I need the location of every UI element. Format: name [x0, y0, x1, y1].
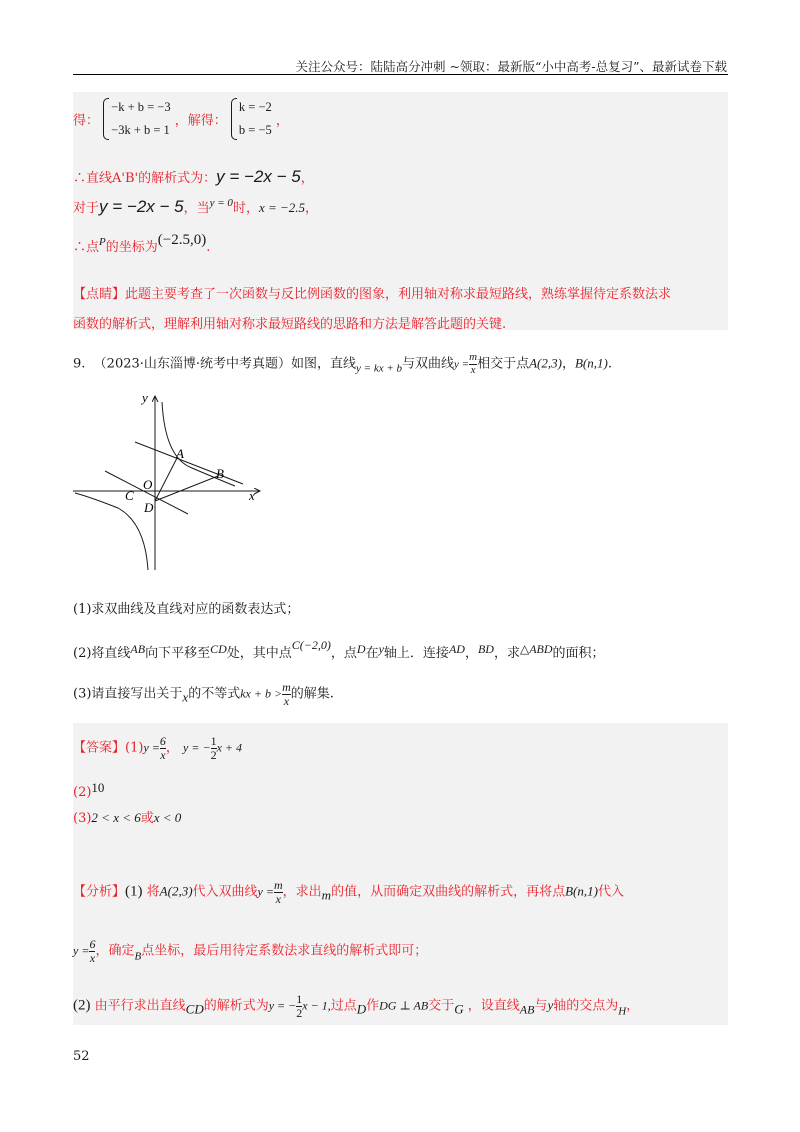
answer-analysis-box — [73, 723, 728, 1025]
label-y: y — [142, 390, 148, 405]
hyperbola-branch-first-quadrant — [162, 402, 235, 486]
problem-figure — [70, 388, 270, 573]
answer-label: 【答案】 — [73, 740, 126, 756]
system-solution-line: 得： −k + b = −3 −3k + b = 1 ，解得： k = −2 b = −5 ， — [73, 96, 289, 142]
label-point-b: B — [216, 466, 224, 481]
p-coordinate-derivation: 对于y = −2x − 5，当$^{y = 0}$时，x = −2.5， — [73, 197, 319, 216]
question-number: 9. — [73, 356, 86, 372]
answer-line-2: (2)10 — [73, 780, 105, 800]
analysis-line-1: 【分析】(1) 将A(2,3)代入双曲线y = $\frac{m}{x}$ ，求出m的值，从而确定双曲线的解析式，再将点B(n,1)代入 — [73, 878, 624, 906]
label-point-c: C — [125, 488, 134, 503]
sub-question-2: (2)将直线AB向下平移至CD处，其中点C(−2,0)，点D在y轴上．连接AD，BD，求△ABD的面积； — [73, 638, 605, 661]
page-header: 关注公众号：陆陆高分冲刺 ~领取：最新版“小中高考-总复习”、最新试卷下载 — [295, 59, 727, 74]
analysis-line-2: y = $\frac{6}{x}$ ，确定$_B$点坐标，最后用待定系数法求直线的解析式即可； — [73, 937, 428, 965]
dianjing-line-2: 函数的解析式，理解利用轴对称求最短路线的思路和方法是解答此题的关键. — [73, 317, 507, 332]
sub-question-1: (1)求双曲线及直线对应的函数表达式； — [73, 602, 300, 617]
page-number: 52 — [73, 1049, 90, 1064]
equation-system-2: k = −2 b = −5 — [231, 96, 272, 142]
p-coordinate-result: ∴点$^P$的坐标为(−2.5,0). — [73, 232, 211, 255]
segment-bd — [155, 476, 218, 501]
equation-system-1: −k + b = −3 −3k + b = 1 — [103, 96, 170, 142]
analysis-line-3: (2) 由平行求出直线CD的解析式为y = − $\frac{1}{2}$ x − 1,过点D作DG ⊥ AB交于G ，设直线AB与y轴的交点为$_H$， — [73, 992, 640, 1020]
line-ab-prime-expression: ∴直线A'B'的解析式为：y = −2x − 5， — [73, 167, 314, 186]
analysis-label: 【分析】 — [73, 884, 126, 900]
sub-question-3: (3)请直接写出关于x的不等式kx + b > $\frac{m}{x}$ 的解集. — [73, 680, 334, 708]
segment-ad — [155, 458, 177, 501]
label-point-a: A — [176, 446, 184, 461]
label-point-d: D — [144, 500, 154, 515]
header-rule — [73, 74, 728, 75]
label-x: x — [249, 488, 255, 503]
answer-line-1: 【答案】(1)y = $\frac{6}{x}$ ， y = − $\frac{1}{2}$ x + 4 — [73, 734, 242, 762]
dianjing-label: 【点睛】 — [73, 287, 126, 302]
hyperbola-branch-third-quadrant — [75, 493, 148, 570]
label-origin: O — [143, 477, 153, 492]
question-9-stem: 9. （2023·山东淄博·统考中考真题）如图，直线$_{y = kx + b}$与双曲线y = $\frac{m}{x}$ 相交于点A(2,3)，B(n,1). — [73, 351, 612, 376]
dianjing-line-1: 【点睛】此题主要考查了一次函数与反比例函数的图象，利用轴对称求最短路线，熟练掌握待定系数法求 — [73, 287, 672, 302]
answer-line-3: (3)2 < x < 6或x < 0 — [73, 810, 182, 826]
